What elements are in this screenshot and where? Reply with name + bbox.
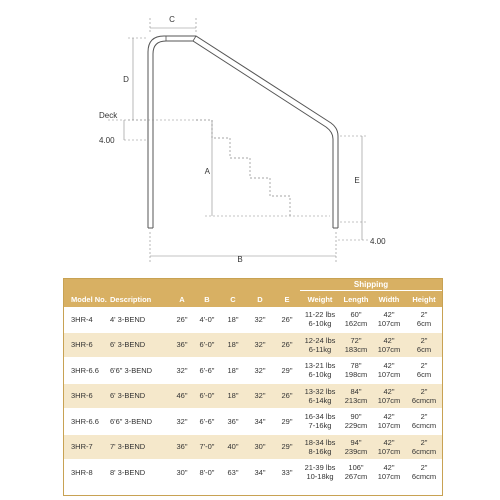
weight-cell-line: 6-10kg: [308, 319, 332, 329]
length-cell-line: 94": [350, 437, 362, 447]
a-cell: 32": [176, 416, 188, 426]
width-cell: [372, 333, 406, 358]
weight-cell: [300, 333, 340, 358]
shipping-header-band: [64, 279, 442, 291]
column-header-row: [64, 291, 442, 307]
d-cell: 32": [254, 391, 266, 401]
weight-cell-line: 12-24 lbs: [304, 335, 336, 345]
length-cell: [340, 307, 372, 332]
length-cell: [340, 358, 372, 383]
col-b: B: [204, 294, 210, 304]
e-cell: 26": [281, 391, 293, 401]
width-cell: [372, 307, 406, 332]
height-cell-line: 6cm: [416, 370, 432, 380]
a-cell: 30": [176, 467, 188, 477]
e-cell: 26": [281, 340, 293, 350]
b-cell: 4'-0": [199, 314, 215, 324]
d-cell: 32": [254, 365, 266, 375]
height-cell-line: 2": [420, 463, 428, 473]
width-cell-line: 107cm: [377, 472, 401, 482]
width-cell-line: 42": [383, 412, 395, 422]
width-cell-line: 42": [383, 335, 395, 345]
width-cell: [372, 460, 406, 485]
col-a: A: [179, 294, 185, 304]
length-cell-line: 162cm: [344, 319, 368, 329]
model-cell: 3HR-7: [71, 442, 93, 452]
b-cell: 6'-6": [199, 416, 215, 426]
d-cell: 32": [254, 340, 266, 350]
table-row: [64, 435, 442, 461]
b-cell: 6'-0": [199, 340, 215, 350]
length-cell-line: 90": [350, 412, 362, 422]
width-cell-line: 107cm: [377, 446, 401, 456]
height-cell: [406, 435, 442, 460]
table-row: [64, 333, 442, 359]
description-cell: 8' 3-BEND: [110, 467, 146, 477]
table-body: [64, 307, 442, 486]
col-e: E: [284, 294, 290, 304]
model-cell: 3HR-6.6: [71, 365, 99, 375]
height-cell-line: 6cm: [416, 344, 432, 354]
e-cell: 26": [281, 314, 293, 324]
length-cell-line: 229cm: [344, 421, 368, 431]
dim-d-label: D: [123, 75, 129, 84]
height-cell: [406, 307, 442, 332]
d-cell: 30": [254, 442, 266, 452]
description-cell: 6' 3-BEND: [110, 340, 146, 350]
e-cell: 29": [281, 416, 293, 426]
b-cell: 8'-0": [199, 467, 215, 477]
length-cell: [340, 333, 372, 358]
length-cell-line: 72": [350, 335, 362, 345]
description-cell: 6'6" 3-BEND: [110, 365, 153, 375]
width-cell-line: 42": [383, 437, 395, 447]
length-cell-line: 60": [350, 310, 362, 320]
length-cell: [340, 384, 372, 409]
length-cell-line: 213cm: [344, 395, 368, 405]
weight-cell-line: 7-16kg: [308, 421, 332, 431]
bottom-offset-label: 4.00: [370, 237, 386, 246]
width-cell: [372, 435, 406, 460]
width-cell-line: 42": [383, 463, 395, 473]
weight-cell-line: 13-32 lbs: [304, 386, 336, 396]
weight-cell-line: 8-16kg: [308, 446, 332, 456]
model-cell: 3HR-4: [71, 314, 93, 324]
description-cell: 4' 3-BEND: [110, 314, 146, 324]
table-row: [64, 358, 442, 384]
stairs-outline: [196, 120, 290, 216]
spec-table: [63, 278, 443, 496]
length-cell: [340, 460, 372, 485]
width-cell: [372, 409, 406, 434]
weight-cell-line: 21-39 lbs: [304, 463, 336, 473]
weight-cell-line: 16-34 lbs: [304, 412, 336, 422]
c-cell: 40": [227, 442, 239, 452]
width-cell-line: 42": [383, 386, 395, 396]
weight-cell: [300, 460, 340, 485]
a-cell: 26": [176, 314, 188, 324]
weight-cell: [300, 307, 340, 332]
width-cell-line: 42": [383, 310, 395, 320]
dim-c-label: C: [169, 15, 175, 24]
length-cell: [340, 409, 372, 434]
weight-cell-line: 6-14kg: [308, 395, 332, 405]
e-cell: 29": [281, 442, 293, 452]
col-width: Width: [378, 294, 400, 304]
height-cell: [406, 409, 442, 434]
description-cell: 6'6" 3-BEND: [110, 416, 153, 426]
length-cell-line: 183cm: [344, 344, 368, 354]
width-cell-line: 107cm: [377, 395, 401, 405]
b-cell: 7'-0": [199, 442, 215, 452]
width-cell-line: 107cm: [377, 344, 401, 354]
handrail-outer-line: [148, 36, 338, 228]
weight-cell-line: 18-34 lbs: [304, 437, 336, 447]
col-d: D: [257, 294, 263, 304]
length-cell: [340, 435, 372, 460]
weight-cell: [300, 409, 340, 434]
model-cell: 3HR-6.6: [71, 416, 99, 426]
weight-cell-line: 6-11kg: [308, 344, 332, 354]
model-cell: 3HR-6: [71, 391, 93, 401]
shipping-header: Shipping: [353, 280, 389, 289]
col-c: C: [230, 294, 236, 304]
dim-b-label: B: [237, 255, 243, 264]
description-cell: 7' 3-BEND: [110, 442, 146, 452]
model-cell: 3HR-6: [71, 340, 93, 350]
width-cell: [372, 358, 406, 383]
dim-e-label: E: [354, 176, 360, 185]
length-cell-line: 198cm: [344, 370, 368, 380]
height-cell-line: 6cmcm: [411, 421, 437, 431]
e-cell: 33": [281, 467, 293, 477]
d-cell: 32": [254, 314, 266, 324]
e-cell: 29": [281, 365, 293, 375]
weight-cell: [300, 435, 340, 460]
width-cell-line: 42": [383, 361, 395, 371]
a-cell: 46": [176, 391, 188, 401]
table-row: [64, 307, 442, 333]
height-cell-line: 2": [420, 437, 428, 447]
b-cell: 6'-0": [199, 391, 215, 401]
d-cell: 34": [254, 467, 266, 477]
weight-cell: [300, 358, 340, 383]
length-cell-line: 106": [348, 463, 364, 473]
weight-cell-line: 6-10kg: [308, 370, 332, 380]
dim-a-label: A: [204, 167, 210, 176]
weight-cell-line: 11-22 lbs: [304, 310, 336, 320]
description-cell: 6' 3-BEND: [110, 391, 146, 401]
height-cell-line: 6cm: [416, 319, 432, 329]
b-cell: 6'-6": [199, 365, 215, 375]
length-cell-line: 84": [350, 386, 362, 396]
d-cell: 34": [254, 416, 266, 426]
weight-cell: [300, 384, 340, 409]
handrail-inner-line: [153, 41, 333, 228]
c-cell: 18": [227, 314, 239, 324]
c-cell: 18": [227, 391, 239, 401]
deck-label: Deck: [99, 111, 118, 120]
width-cell: [372, 384, 406, 409]
deck-offset-label: 4.00: [99, 136, 115, 145]
c-cell: 18": [227, 340, 239, 350]
height-cell: [406, 460, 442, 485]
length-cell-line: 239cm: [344, 446, 368, 456]
length-cell-line: 267cm: [344, 472, 368, 482]
col-weight: Weight: [307, 294, 333, 304]
col-length: Length: [343, 294, 369, 304]
height-cell: [406, 384, 442, 409]
table-row: [64, 409, 442, 435]
height-cell-line: 2": [420, 412, 428, 422]
width-cell-line: 107cm: [377, 319, 401, 329]
table-row: [64, 384, 442, 410]
height-cell-line: 6cmcm: [411, 446, 437, 456]
weight-cell-line: 13-21 lbs: [304, 361, 336, 371]
c-cell: 36": [227, 416, 239, 426]
width-cell-line: 107cm: [377, 370, 401, 380]
height-cell-line: 6cmcm: [411, 395, 437, 405]
length-cell-line: 78": [350, 361, 362, 371]
height-cell-line: 6cmcm: [411, 472, 437, 482]
height-cell-line: 2": [420, 361, 428, 371]
width-cell-line: 107cm: [377, 421, 401, 431]
a-cell: 36": [176, 442, 188, 452]
height-cell: [406, 333, 442, 358]
col-height: Height: [412, 294, 436, 304]
height-cell-line: 2": [420, 335, 428, 345]
height-cell-line: 2": [420, 310, 428, 320]
height-cell: [406, 358, 442, 383]
a-cell: 32": [176, 365, 188, 375]
model-cell: 3HR-8: [71, 467, 93, 477]
height-cell-line: 2": [420, 386, 428, 396]
col-model: Model No.: [71, 294, 107, 304]
a-cell: 36": [176, 340, 188, 350]
c-cell: 18": [227, 365, 239, 375]
c-cell: 63": [227, 467, 239, 477]
weight-cell-line: 10-18kg: [306, 472, 334, 482]
table-row: [64, 460, 442, 486]
col-description: Description: [110, 294, 152, 304]
